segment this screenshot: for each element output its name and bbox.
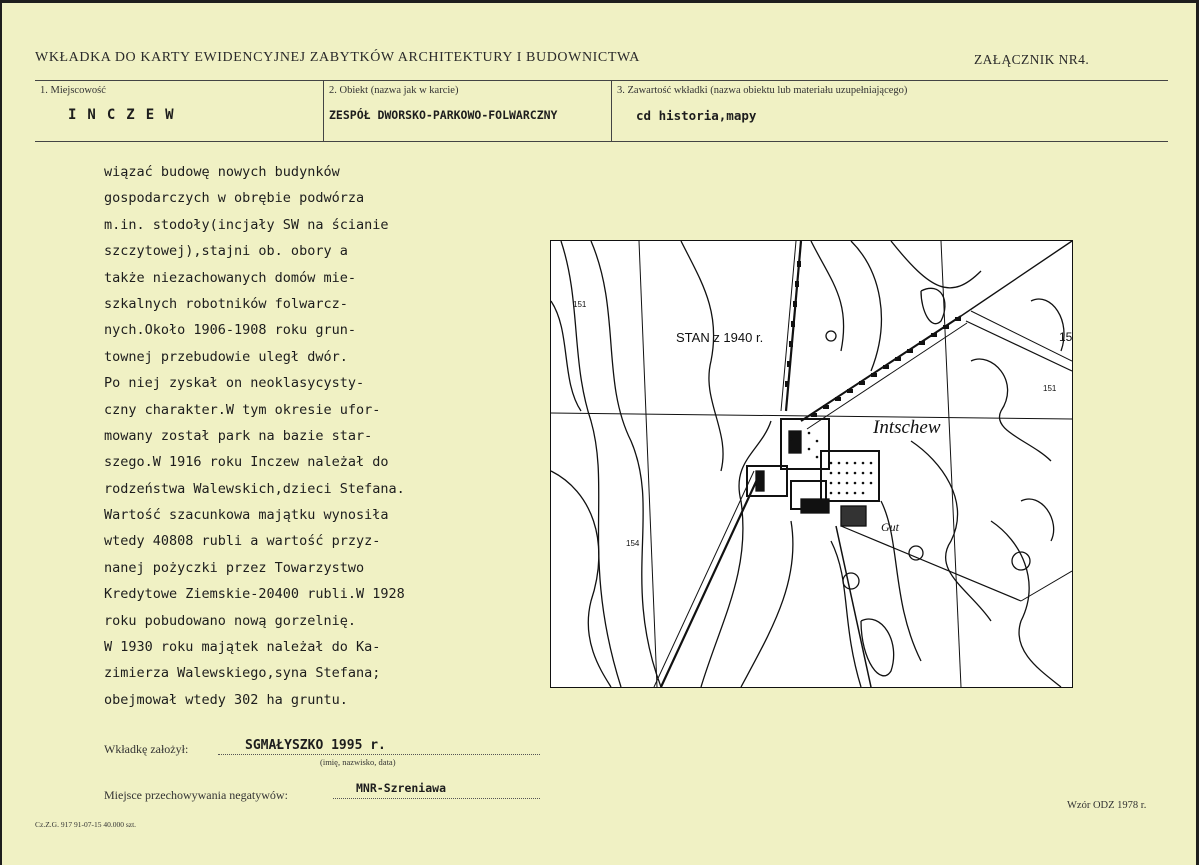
body-line: nanej pożyczki przez Towarzystwo <box>104 559 365 576</box>
historical-map <box>550 240 1073 688</box>
body-line: Po niej zyskał on neoklasycysty- <box>104 375 365 392</box>
body-line: W 1930 roku majątek należał do Ka- <box>104 639 381 656</box>
map-place-label: Intschew <box>873 417 941 438</box>
left-border <box>0 0 2 865</box>
author-value: SGMAŁYSZKO 1995 r. <box>245 738 386 753</box>
field-2-label: 2. Obiekt (nazwa jak w karcie) <box>329 85 459 96</box>
map-elevation-154: 154 <box>626 539 640 548</box>
body-line: Kredytowe Ziemskie-20400 rubli.W 1928 <box>104 586 405 603</box>
body-line: szego.W 1916 roku Inczew należał do <box>104 454 389 471</box>
map-elevation-151: 151 <box>573 300 587 309</box>
field-1-label: 1. Miejscowość <box>40 85 106 96</box>
body-line: gospodarczych w obrębie podwórza <box>104 190 365 207</box>
header-divider <box>35 80 1168 81</box>
body-line: zimierza Walewskiego,syna Stefana; <box>104 665 381 682</box>
body-line: także niezachowanych domów mie- <box>104 269 356 286</box>
body-line: rodzeństwa Walewskich,dzieci Stefana. <box>104 480 405 497</box>
field-3-value: cd historia,mapy <box>636 108 757 123</box>
body-line: wiązać budowę nowych budynków <box>104 164 340 180</box>
body-line: szczytowej),stajni ob. obory a <box>104 243 348 260</box>
body-line: Wartość szacunkowa majątku wynosiła <box>104 507 389 524</box>
body-line: mowany został park na bazie star- <box>104 427 373 444</box>
map-drawing <box>551 241 1072 687</box>
body-line: szkalnych robotników folwarcz- <box>104 295 348 312</box>
body-line: roku pobudowano nową gorzelnię. <box>104 612 356 629</box>
body-line: czny charakter.W tym okresie ufor- <box>104 401 381 418</box>
field-separator-2 <box>611 80 612 141</box>
map-stan-label: STAN z 1940 r. <box>676 330 764 345</box>
body-line: obejmował wtedy 302 ha gruntu. <box>104 691 348 708</box>
body-line: m.in. stodoły(incjały SW na ścianie <box>104 216 389 233</box>
body-text <box>104 159 405 713</box>
author-hint: (imię, nazwisko, data) <box>320 757 396 767</box>
storage-label: Miejsce przechowywania negatywów: <box>104 788 288 802</box>
map-gut-label: Gut <box>881 520 899 534</box>
body-line: townej przebudowie uległ dwór. <box>104 348 348 365</box>
field-2-value: ZESPÓŁ DWORSKO-PARKOWO-FOLWARCZNY <box>329 108 558 122</box>
annex-number: ZAŁĄCZNIK NR4. <box>974 52 1090 67</box>
body-line: wtedy 40808 rubli a wartość przyz- <box>104 533 381 550</box>
field-separator-1 <box>323 80 324 141</box>
storage-value: MNR-Szreniawa <box>356 781 447 795</box>
storage-line <box>333 798 540 799</box>
map-elevation-151b: 151 <box>1043 384 1057 393</box>
top-border <box>0 0 1199 3</box>
field-1-value: INCZEW <box>68 107 185 123</box>
author-line <box>218 754 540 755</box>
form-template-id: Wzór ODZ 1978 r. <box>1067 800 1147 811</box>
print-info: Cz.Z.G. 917 91-07-15 40.000 szt. <box>35 820 137 829</box>
fields-divider <box>35 141 1168 142</box>
form-title: WKŁADKA DO KARTY EWIDENCYJNEJ ZABYTKÓW ARCHITEKTURY I BUDOWNICTWA <box>35 50 640 65</box>
body-line: nych.Około 1906-1908 roku grun- <box>104 322 356 339</box>
field-3-label: 3. Zawartość wkładki (nazwa obiektu lub materiału uzupełniającego) <box>617 85 908 96</box>
map-elevation-15: 15 <box>1059 330 1072 344</box>
author-label: Wkładkę założył: <box>104 742 189 756</box>
